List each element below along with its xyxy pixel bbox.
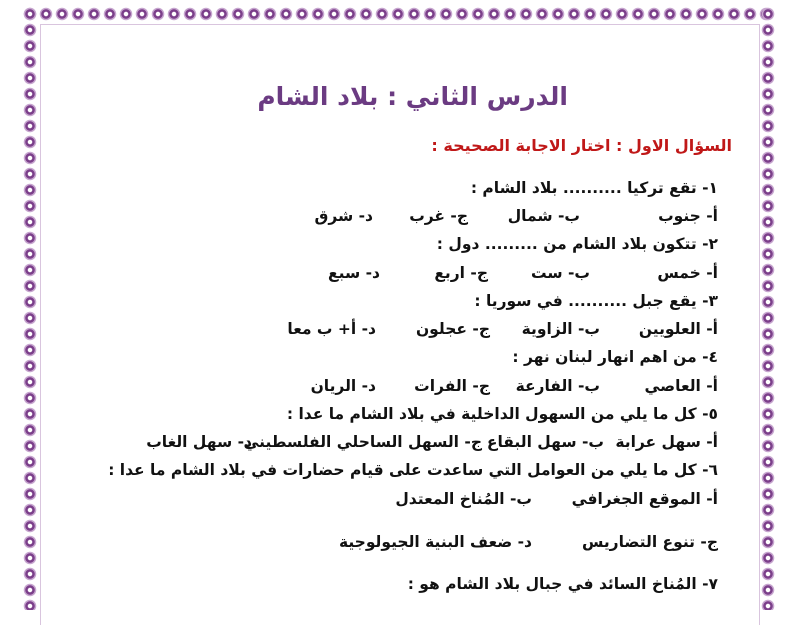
option-d: د- الريان (310, 377, 376, 395)
option-d: د- شرق (314, 207, 373, 225)
option-b: ب- ست (530, 264, 590, 282)
question-1-options (78, 207, 718, 229)
option-a: أ- الموقع الجغرافي (571, 490, 718, 508)
question-4: ٤- من اهم انهار لبنان نهر : (512, 348, 718, 366)
option-c: ج- اربع (434, 264, 488, 282)
option-c: ج- الفرات (414, 377, 490, 395)
decorative-border-left (22, 6, 38, 610)
option-b: ب- المُناخ المعتدل (395, 490, 532, 508)
question-2-options (78, 264, 718, 286)
option-b: ب- الزاوية (521, 320, 600, 338)
question-3: ٣- يقع جبل .......... في سوريا : (474, 292, 718, 310)
question-5-options (78, 433, 718, 455)
question-4-options (78, 377, 718, 399)
question-heading: السؤال الاول : اختار الاجابة الصحيحة : (431, 136, 732, 155)
option-a: أ- العاصي (644, 377, 718, 395)
option-b: ب- شمال (507, 207, 580, 225)
option-c: ج- تنوع التضاريس (581, 533, 718, 551)
option-d: د- ضعف البنية الجيولوجية (338, 533, 532, 551)
option-d: د- سهل الغاب (146, 433, 252, 451)
question-7: ٧- المُناخ السائد في جبال بلاد الشام هو : (407, 575, 718, 593)
option-c: ج- عجلون (415, 320, 490, 338)
question-5: ٥- كل ما يلي من السهول الداخلية في بلاد الشام ما عدا : (286, 405, 718, 423)
option-b: ب- سهل البقاع (486, 433, 604, 451)
question-3-options (78, 320, 718, 342)
decorative-border-top (22, 6, 774, 22)
decorative-border-right (760, 6, 776, 610)
question-2: ٢- تتكون بلاد الشام من ......... دول : (436, 235, 718, 253)
option-c: ج- السهل الساحلي الفلسطيني (243, 433, 482, 451)
worksheet-page (40, 24, 758, 610)
option-a: أ- جنوب (658, 207, 718, 225)
option-c: ج- غرب (409, 207, 468, 225)
option-a: أ- العلويين (638, 320, 718, 338)
option-d: د- سبع (328, 264, 380, 282)
lesson-title: الدرس الثاني : بلاد الشام (257, 82, 568, 111)
question-1: ١- تقع تركيا .......... بلاد الشام : (470, 179, 718, 197)
question-6-options-row2 (78, 533, 718, 555)
option-d: د- أ+ ب معا (287, 320, 376, 338)
question-6: ٦- كل ما يلي من العوامل التي ساعدت على قيام حضارات في بلاد الشام ما عدا : (108, 461, 718, 479)
option-a: أ- سهل عرابة (615, 433, 718, 451)
option-b: ب- الفارعة (515, 377, 600, 395)
option-a: أ- خمس (657, 264, 718, 282)
question-6-options-row1 (78, 490, 718, 512)
